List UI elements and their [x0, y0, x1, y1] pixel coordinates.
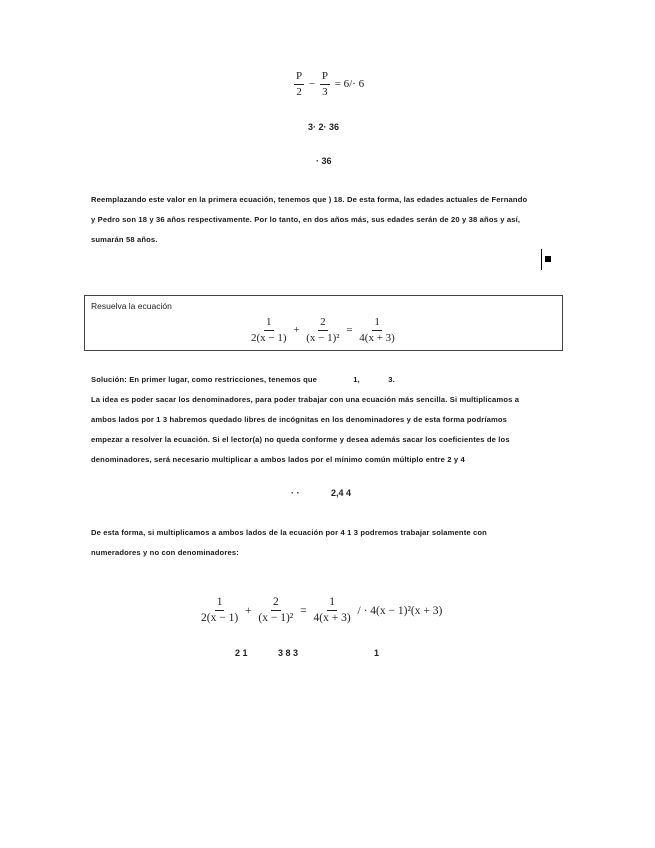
- plus-sign: +: [245, 604, 252, 617]
- text-line: y Pedro son 18 y 36 años respectivamente. Por lo tanto, en dos años más, sus edades serán de 20 y 38 años y así,: [91, 215, 521, 224]
- multiplied-equation: [199, 596, 444, 625]
- text-line: sumarán 58 años.: [91, 235, 158, 244]
- restriction-2: 3.: [388, 375, 395, 384]
- text-line: De esta forma, si multiplicamos a ambos lados de la ecuación por 4 1 3 podremos trabajar solamente con: [91, 528, 487, 537]
- denominator: (x − 1)²: [306, 331, 340, 344]
- result-part-3: 1: [374, 648, 380, 658]
- paragraph-multiply: [91, 523, 567, 563]
- fraction-term-1: [199, 596, 240, 625]
- text-cursor: [541, 249, 542, 270]
- denominator: 4(x + 3): [313, 612, 351, 625]
- text-line: ambos lados por 1 3 habremos quedado libres de incógnitas en los denominadores y de esta forma podríamos: [91, 415, 508, 424]
- denominator: 2: [296, 85, 302, 98]
- fraction-term-3: [357, 316, 397, 344]
- numerator: 2: [318, 316, 328, 331]
- numerator: 1: [215, 596, 225, 611]
- restriction-1: 1,: [353, 375, 360, 384]
- result-part-1: 2 1: [235, 648, 248, 658]
- plus-sign: +: [293, 324, 300, 337]
- equation-line-2: 3· 2· 36: [308, 122, 340, 132]
- equation-line-3: · 36: [316, 156, 332, 166]
- text-line: La idea es poder sacar los denominadores, para poder trabajar con una ecuación más sencilla. Si multiplicamos a: [91, 395, 520, 404]
- fraction-term-1: [249, 316, 289, 344]
- problem-label: Resuelva la ecuación: [91, 301, 172, 311]
- fraction-p-over-3: [320, 70, 330, 98]
- numerator: P: [294, 70, 304, 85]
- cursor-marker-icon: [545, 256, 551, 262]
- denominator: 2(x − 1): [201, 612, 239, 625]
- solution-first-line: [91, 370, 567, 390]
- equals-sign: =: [300, 604, 307, 617]
- text-line: numeradores y no con denominadores:: [91, 548, 239, 557]
- equals-sign: =: [346, 324, 353, 337]
- equation-fractions-p: [294, 70, 366, 98]
- multiplier: / · 4(x − 1)²(x + 3): [357, 604, 443, 617]
- problem-box: [84, 295, 563, 351]
- problem-equation: [249, 316, 397, 344]
- text-line: Reemplazando este valor en la primera ecuación, tenemos que ) 18. De esta forma, las edades actuales de Fernando: [91, 195, 528, 204]
- minus-sign: −: [308, 78, 316, 91]
- numerator: 1: [327, 596, 337, 611]
- equation-rhs: = 6/· 6: [334, 78, 365, 91]
- numerator: 2: [271, 596, 281, 611]
- text-line: empezar a resolver la ecuación. Si el lector(a) no queda conforme y desea además sacar los coeficientes de los: [91, 435, 510, 444]
- text-line: denominadores, será necesario multiplicar a ambos lados por el mínimo común múltiplo entre 2 y 4: [91, 455, 465, 464]
- mcm-dots: · ·: [291, 488, 300, 498]
- numerator: 1: [372, 316, 382, 331]
- solution-intro: Solución: En primer lugar, como restricciones, tenemos que: [91, 375, 318, 384]
- numerator: P: [320, 70, 330, 85]
- denominator: 3: [322, 85, 328, 98]
- denominator: (x − 1)²: [258, 612, 294, 625]
- numerator: 1: [264, 316, 274, 331]
- fraction-term-2: [304, 316, 341, 344]
- denominator: 2(x − 1): [251, 331, 287, 344]
- denominator: 4(x + 3): [359, 331, 395, 344]
- paragraph-ages: [91, 190, 567, 250]
- solution-paragraph: [91, 390, 567, 470]
- fraction-term-2: [256, 596, 295, 625]
- fraction-p-over-2: [294, 70, 304, 98]
- result-part-2: 3 8 3: [278, 648, 299, 658]
- mcm-value: 2,4 4: [331, 488, 352, 498]
- fraction-term-3: [312, 596, 353, 625]
